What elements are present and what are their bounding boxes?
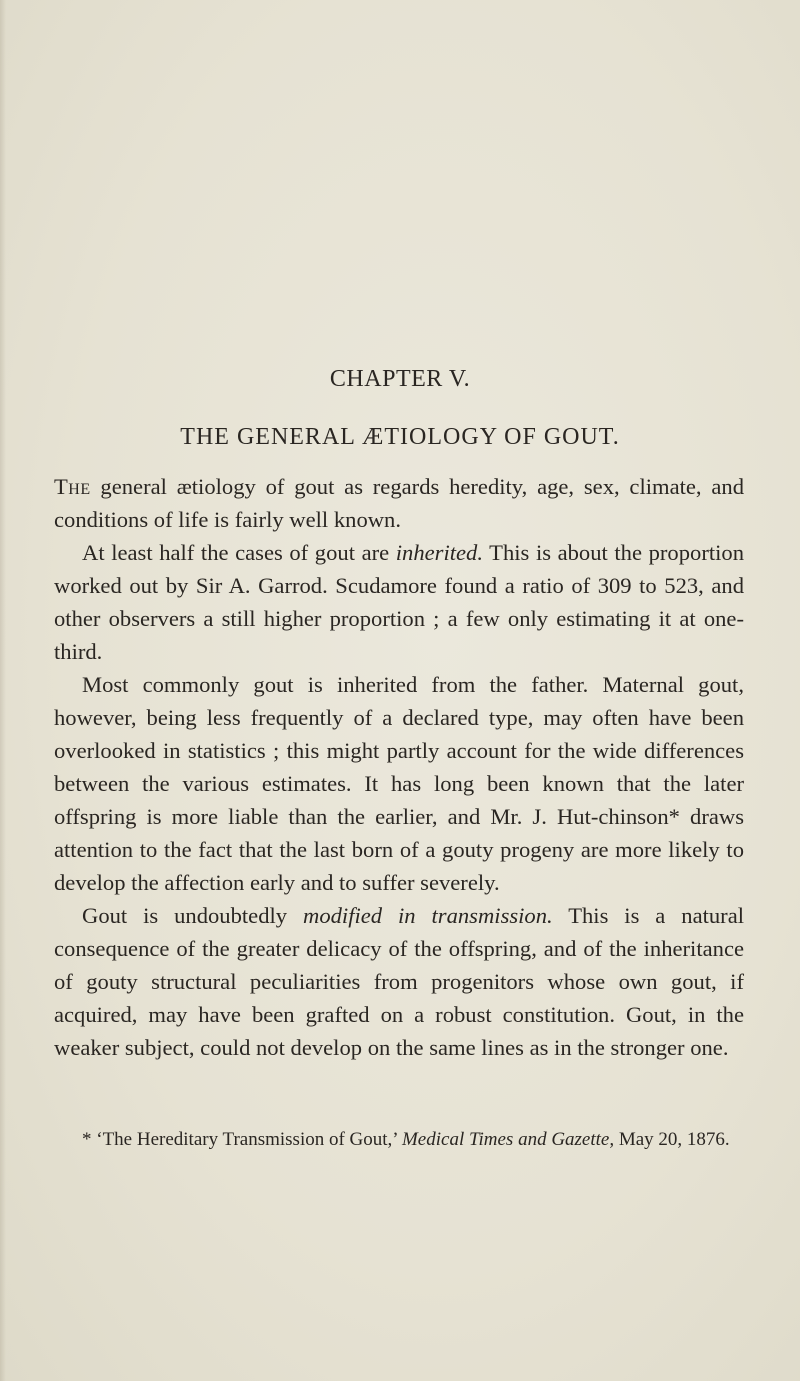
emphasis-text: modified in transmission. — [303, 903, 553, 928]
footnote-journal: Medical Times and Gazette, — [401, 1129, 615, 1150]
chapter-body — [54, 470, 744, 1064]
footnote — [54, 1128, 744, 1151]
chapter-number: CHAPTER V. — [329, 366, 471, 392]
paragraph-lead-word: The — [54, 474, 91, 499]
paragraph-text: Most commonly gout is inherited from the father. Maternal gout, however, being less frequently of a declared type, may often have been overlooked in statistics ; this might partly account for the wide differences between the various estimates. It has long been known that the later offspring is more liable than the earlier, and Mr. J. Hut-chinson — [54, 672, 744, 829]
paragraph-1 — [54, 470, 744, 536]
paragraph-text: At least half the cases of gout are — [82, 540, 396, 565]
paragraph-4 — [54, 899, 744, 1064]
paragraph-text: draws attention to the fact that the last born of a gouty progeny are more likely to develop the affection early and to suffer severely. — [54, 804, 744, 895]
paragraph-text: general ætiology of gout as regards heredity, age, sex, climate, and conditions of life is fairly well known. — [54, 474, 744, 532]
footnote-text — [54, 1128, 744, 1151]
paragraph-2 — [54, 536, 744, 668]
paragraph-text: Gout is undoubtedly — [82, 903, 304, 928]
footnote-date: May 20, 1876. — [614, 1129, 730, 1150]
footnote-citation: * ‘The Hereditary Transmission of Gout,’ — [82, 1129, 402, 1150]
page-edge-shadow — [0, 0, 6, 1381]
paragraph-3 — [54, 668, 744, 899]
chapter-title: THE GENERAL ÆTIOLOGY OF GOUT. — [180, 424, 620, 450]
emphasis-text: inherited. — [395, 540, 483, 565]
footnote-marker: * — [668, 804, 680, 829]
paragraph-text: This is a natural consequence of the greater delicacy of the offspring, and of the inheritance of gouty structural peculiarities from progenitors whose own gout, if acquired, may have been grafted on a robust constitution. Gout, in the weaker subject, could not develop on the same lines as in the stronger one. — [54, 903, 744, 1060]
paragraph-text: This is about the proportion worked out by Sir A. Garrod. Scudamore found a ratio of 309 to 523, and other observers a still higher proportion ; a few only estimating it at one-third. — [54, 540, 744, 664]
